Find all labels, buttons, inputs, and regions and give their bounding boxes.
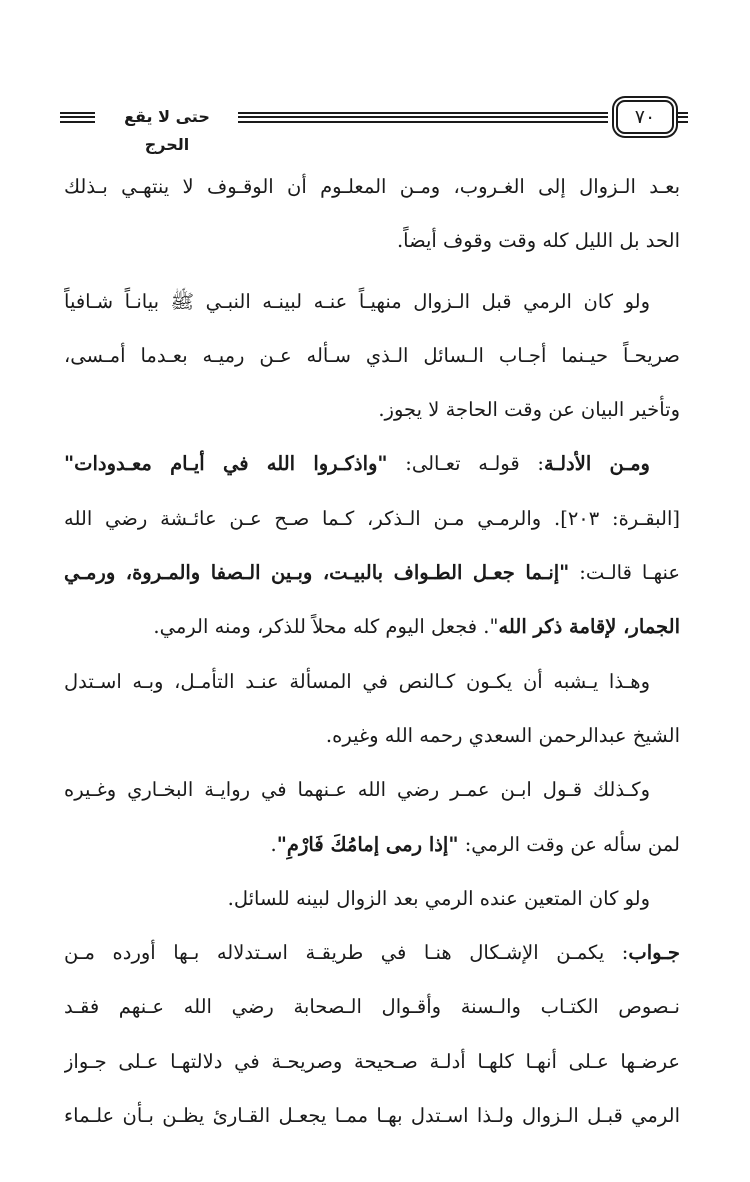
text-line [64, 818, 680, 872]
line-text-plain: ". فجعل اليوم كله محلاً للذكر، ومنه الرمي. [153, 615, 499, 639]
line-text: الحد بل الليل كله وقت وقوف أيضاً. [396, 229, 680, 253]
line-text: ولو كان الرمي قبل الـزوال منهيـاً عنـه لبينـه النبـي ﷺ بيانـاً شـافياً [64, 289, 650, 313]
line-text [64, 941, 680, 964]
text-line [64, 872, 680, 926]
text-line [64, 1089, 680, 1143]
quran-quote: "واذكـروا الله في أيـام معـدودات" [64, 452, 388, 476]
text-line [64, 709, 680, 763]
hadith-quote: "إذا رمى إمامُكَ فَارْمِ" [276, 832, 459, 856]
text-line [64, 492, 680, 546]
line-text [153, 615, 680, 638]
header-rule-left [60, 112, 95, 123]
line-text-plain: . [270, 832, 277, 856]
line-text [271, 833, 680, 856]
page-number: ٧٠ [634, 106, 656, 128]
line-text: ولو كان المتعين عنده الرمي بعد الزوال لبينه للسائل. [227, 886, 650, 910]
line-text [64, 452, 650, 475]
running-title: حتى لا يقع الحرج [124, 107, 210, 154]
line-text-plain: لمن سأله عن وقت الرمي: [458, 832, 680, 856]
line-text-plain: : قولـه تعـالى: [387, 452, 544, 476]
text-line [64, 383, 680, 437]
text-line [64, 546, 680, 600]
line-text: وهـذا يـشبه أن يكـون كـالنص في المسألة عنـد التأمـل، وبـه اسـتدل [64, 669, 650, 693]
body-text [64, 160, 680, 1143]
text-line [64, 763, 680, 817]
line-text: عرضـها عـلى أنهـا كلهـا أدلـة صـحيحة وصريحـة في دلالتهـا عـلى جـواز [64, 1049, 680, 1073]
line-text [64, 561, 680, 584]
text-line [64, 329, 680, 383]
text-line [64, 655, 680, 709]
text-line [64, 160, 680, 214]
text-line [64, 980, 680, 1034]
header-rule-middle [238, 112, 608, 123]
line-text: نـصوص الكتـاب والـسنة وأقـوال الـصحابة رضي الله عـنهم فقـد [64, 995, 680, 1019]
line-text: [البقـرة: ٢٠٣]. والرمـي مـن الـذكر، كـما صـح عـن عائـشة رضي الله [64, 506, 680, 530]
hadith-quote: "إنـما جعـل الطـواف بالبيـت، وبـين الـصفا والمـروة، ورمـي [64, 561, 570, 585]
hadith-quote: الجمار، لإقامة ذكر الله [498, 615, 680, 639]
text-line [64, 275, 680, 329]
line-text: الشيخ عبدالرحمن السعدي رحمه الله وغيره. [325, 723, 680, 747]
text-line [64, 437, 680, 491]
page-header [60, 100, 688, 154]
line-text: صريحـاً حيـنما أجـاب الـسائل الـذي سـأله عـن رميـه بعـدما أمـسى، [64, 343, 680, 367]
line-text-plain: عنهـا قالـت: [569, 561, 680, 585]
bold-heading: جـواب [628, 941, 680, 965]
line-text: وتأخير البيان عن وقت الحاجة لا يجوز. [378, 398, 680, 422]
bold-heading: ومـن الأدلـة [543, 452, 650, 476]
text-line [64, 600, 680, 654]
line-text: وكـذلك قـول ابـن عمـر رضي الله عـنهما في روايـة البخـاري وغـيره [64, 778, 650, 802]
page-number-frame [616, 100, 674, 134]
header-rule-right [677, 112, 688, 123]
text-line [64, 1035, 680, 1089]
line-text-plain: : يكمـن الإشـكال هنـا في طريقـة اسـتدلاله بـها أورده مـن [64, 941, 629, 965]
text-line [64, 214, 680, 268]
line-text: بعـد الـزوال إلى الغـروب، ومـن المعلـوم أن الوقـوف لا ينتهـي بـذلك [64, 175, 680, 198]
text-line [64, 926, 680, 980]
line-text: الرمي قبـل الـزوال ولـذا اسـتدل بهـا ممـا يجعـل القـارئ يظـن بـأن علـماء [64, 1104, 680, 1128]
